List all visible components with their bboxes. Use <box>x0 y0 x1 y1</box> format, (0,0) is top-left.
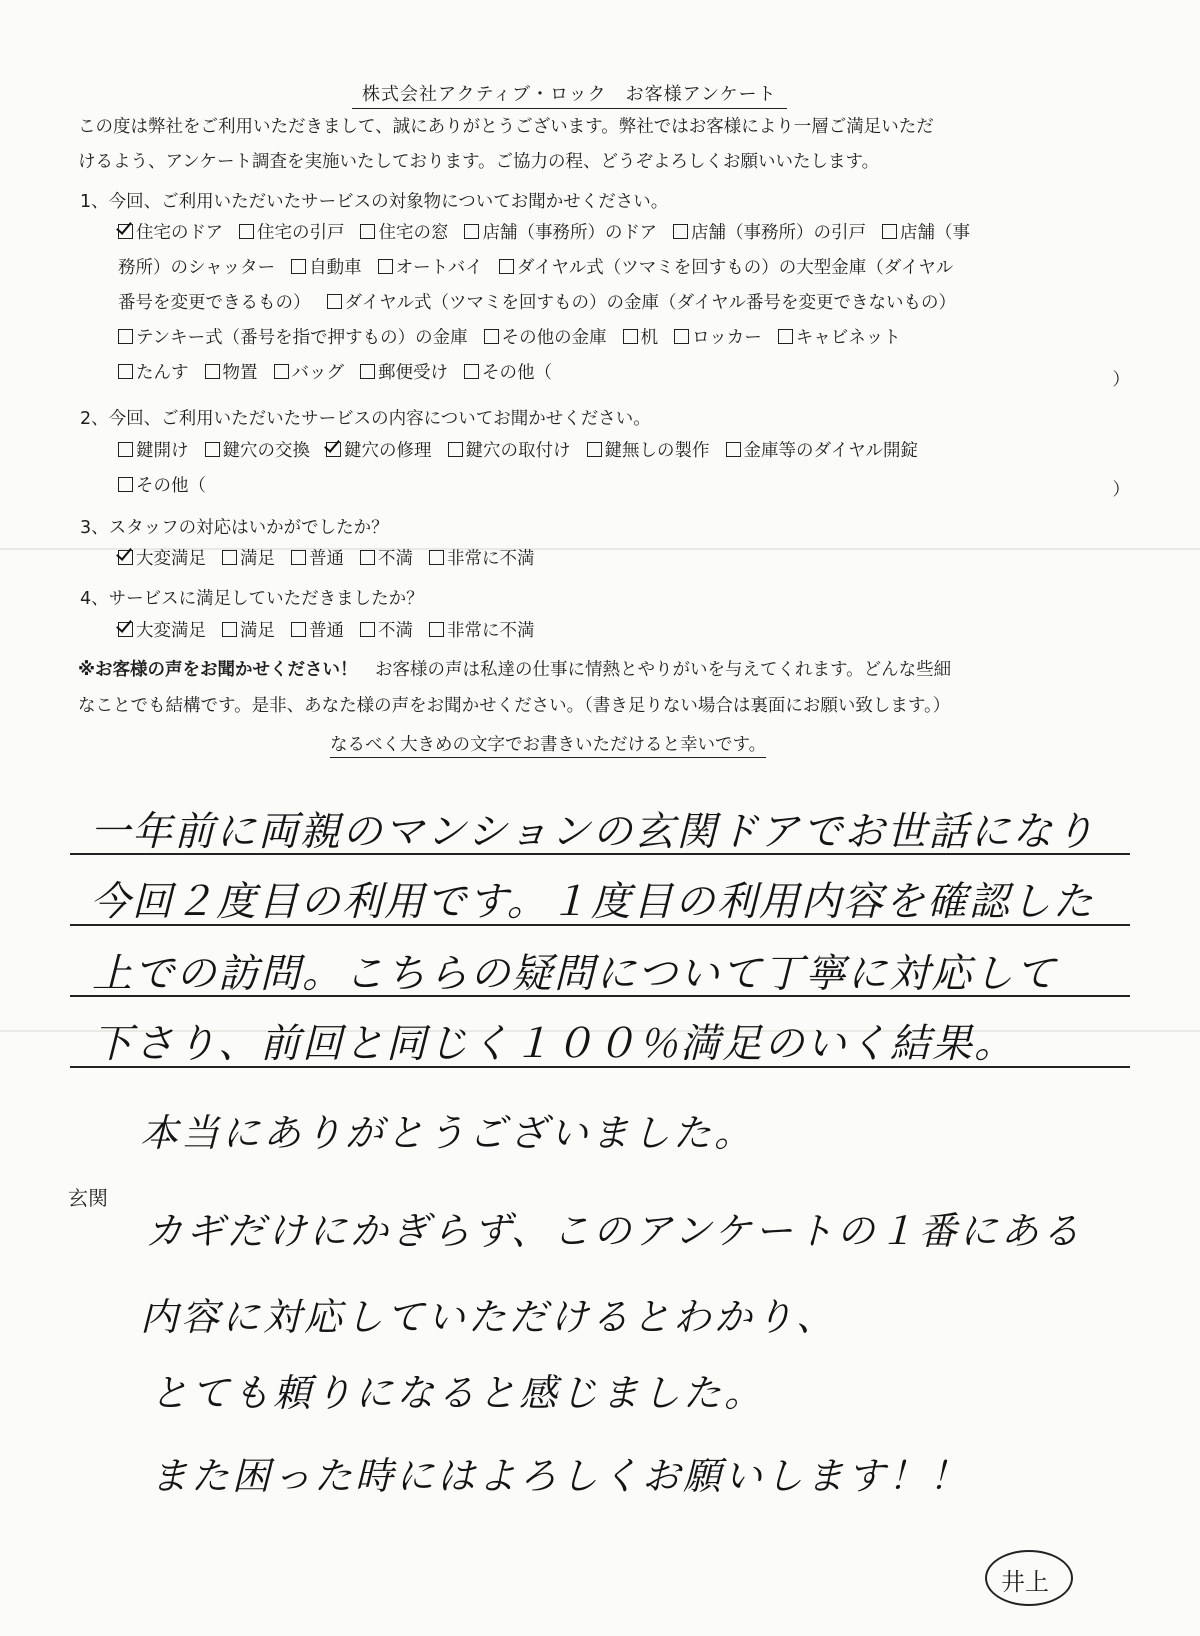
checkbox-option[interactable] <box>378 251 483 286</box>
checkbox-option[interactable] <box>327 286 956 321</box>
checkbox-option[interactable] <box>118 251 275 286</box>
checked-checkbox-icon[interactable] <box>326 442 341 457</box>
option-row <box>118 614 1138 649</box>
checkbox-option[interactable] <box>674 321 762 356</box>
option-row <box>118 286 1138 321</box>
intro-line: けるよう、アンケート調査を実施いたしております。ご協力の程、どうぞよろしくお願いいたします。 <box>78 152 880 172</box>
checkbox-option[interactable] <box>274 356 345 391</box>
handwritten-comment-line: 今回２度目の利用です。１度目の利用内容を確認した <box>90 879 1095 925</box>
checkbox-icon[interactable] <box>378 259 393 274</box>
checkbox-option[interactable] <box>205 356 258 391</box>
voice-line-1 <box>78 656 951 681</box>
option-row <box>118 216 1138 251</box>
question-1-options <box>118 216 1138 391</box>
checkbox-label: 鍵穴の取付け <box>465 441 571 461</box>
checkbox-label: 非常に不満 <box>447 549 535 569</box>
checkbox-option[interactable] <box>429 542 535 577</box>
option-row <box>118 251 1138 286</box>
checkbox-icon[interactable] <box>360 550 375 565</box>
checkbox-icon[interactable] <box>205 442 220 457</box>
checkbox-label: 鍵無しの製作 <box>604 441 710 461</box>
checkbox-option[interactable] <box>239 216 345 251</box>
checkbox-icon[interactable] <box>587 442 602 457</box>
checkbox-label: 鍵穴の修理 <box>344 441 432 461</box>
checkbox-option[interactable] <box>118 434 189 469</box>
checkbox-option[interactable] <box>118 614 206 649</box>
checkbox-option[interactable] <box>222 614 275 649</box>
checkbox-option[interactable] <box>499 251 953 286</box>
question-2: 2、今回、ご利用いただいたサービスの内容についてお聞かせください。 <box>80 409 651 429</box>
checkbox-label: 住宅の引戸 <box>256 223 345 243</box>
checkbox-label: 普通 <box>309 549 344 569</box>
handwritten-comment-line: 内容に対応していただけるとわかり、 <box>140 1295 838 1339</box>
checkbox-option[interactable] <box>291 542 344 577</box>
checkbox-option[interactable] <box>464 356 552 391</box>
checkbox-icon[interactable] <box>327 294 342 309</box>
checkbox-option[interactable] <box>673 216 866 251</box>
question-2-options <box>118 434 1138 504</box>
checkbox-icon[interactable] <box>205 364 220 379</box>
checkbox-option[interactable] <box>484 321 607 356</box>
checkbox-label: バッグ <box>291 363 344 383</box>
checkbox-option[interactable] <box>778 321 901 356</box>
question-3: 3、スタッフの対応はいかがでしたか？ <box>80 518 389 538</box>
option-row <box>118 542 1138 577</box>
handwritten-comment-line: 本当にありがとうございました。 <box>140 1111 756 1155</box>
intro-paragraph <box>78 110 1138 180</box>
checkbox-label: 満足 <box>240 549 275 569</box>
checkbox-icon[interactable] <box>464 224 479 239</box>
checkbox-label: ダイヤル式（ツマミを回すもの）の大型金庫（ダイヤル <box>516 258 954 278</box>
checkbox-label: 物置 <box>222 363 258 383</box>
option-row <box>118 321 1138 356</box>
option-row <box>118 469 1138 504</box>
checkbox-label: 非常に不満 <box>447 621 535 641</box>
checkbox-icon[interactable] <box>778 329 793 344</box>
checkbox-icon[interactable] <box>882 224 897 239</box>
checkbox-option[interactable] <box>118 321 468 356</box>
checkbox-option[interactable] <box>726 434 918 469</box>
checkbox-label: たんす <box>136 363 189 383</box>
signature-stamp <box>985 1550 1073 1606</box>
checkbox-icon[interactable] <box>448 442 463 457</box>
checkbox-label: 満足 <box>240 621 275 641</box>
checkbox-icon[interactable] <box>118 477 133 492</box>
checked-checkbox-icon[interactable] <box>118 550 133 565</box>
checkbox-icon[interactable] <box>118 442 133 457</box>
checkbox-option[interactable] <box>429 614 535 649</box>
checkbox-label: 大変満足 <box>136 621 206 641</box>
checkbox-label: 普通 <box>309 621 344 641</box>
checkbox-label: 店舗（事 <box>899 223 970 243</box>
checkbox-option[interactable] <box>222 542 275 577</box>
checkbox-option[interactable] <box>291 251 362 286</box>
checkbox-icon[interactable] <box>222 550 237 565</box>
checkbox-option[interactable] <box>360 614 413 649</box>
survey-title: 株式会社アクティブ・ロック お客様アンケート <box>352 80 787 109</box>
checkbox-icon[interactable] <box>291 259 306 274</box>
checkbox-label: 郵便受け <box>378 363 448 383</box>
checkbox-icon[interactable] <box>429 622 444 637</box>
question-1: 1、今回、ご利用いただいたサービスの対象物についてお聞かせください。 <box>80 192 669 212</box>
checkbox-option[interactable] <box>360 542 413 577</box>
checkbox-option[interactable] <box>118 216 223 251</box>
checkbox-label: 自動車 <box>309 258 362 278</box>
checkbox-label: 店舗（事務所）のドア <box>482 223 657 243</box>
checkbox-label: その他（ <box>482 363 552 383</box>
checkbox-label: キャビネット <box>795 328 901 348</box>
intro-line: この度は弊社をご利用いただきまして、誠にありがとうございます。弊社ではお客様により一層ご満足いただ <box>78 117 934 137</box>
voice-subheading: なるべく大きめの文字でお書きいただけると幸いです。 <box>330 731 766 758</box>
handwritten-comment-line: 一年前に両親のマンションの玄関ドアでお世話になり <box>90 809 1097 855</box>
checkbox-option[interactable] <box>205 434 311 469</box>
signature-text: 井上 <box>1001 1568 1049 1596</box>
checkbox-label: その他（ <box>136 476 206 496</box>
checkbox-label: 不満 <box>378 621 413 641</box>
voice-text: お客様の声は私達の仕事に情熱とやりがいを与えてくれます。どんな些細 <box>357 660 952 680</box>
checkbox-icon[interactable] <box>360 622 375 637</box>
checkbox-icon[interactable] <box>429 550 444 565</box>
checkbox-icon[interactable] <box>118 364 133 379</box>
checkbox-icon[interactable] <box>623 329 638 344</box>
handwritten-margin-note: 玄関 <box>68 1186 108 1210</box>
other-close-paren: ） <box>1112 480 1130 500</box>
checkbox-label: 金庫等のダイヤル開錠 <box>743 441 918 461</box>
handwritten-comment-line: また困った時にはよろしくお願いします！！ <box>150 1454 971 1498</box>
checkbox-icon[interactable] <box>464 364 479 379</box>
checkbox-label: ロッカー <box>692 328 762 348</box>
checkbox-label: 番号を変更できるもの） <box>118 293 311 313</box>
checkbox-icon[interactable] <box>726 442 741 457</box>
option-row <box>118 434 1138 469</box>
handwritten-comment-line: 上での訪問。こちらの疑問について丁寧に対応して <box>92 951 1058 997</box>
checkbox-icon[interactable] <box>118 329 133 344</box>
checkbox-label: 不満 <box>378 549 413 569</box>
checkbox-icon[interactable] <box>291 550 306 565</box>
checkbox-icon[interactable] <box>291 622 306 637</box>
checkbox-label: 机 <box>640 328 659 348</box>
voice-line-2: なことでも結構です。是非、あなた様の声をお聞かせください。（書き足りない場合は裏面にお願い致します。） <box>78 696 951 716</box>
checkbox-option[interactable] <box>448 434 571 469</box>
question-3-options <box>118 542 1138 577</box>
checkbox-icon[interactable] <box>499 259 514 274</box>
other-close-paren: ） <box>1112 370 1130 390</box>
checkbox-label: テンキー式（番号を指で押すもの）の金庫 <box>136 328 468 348</box>
checkbox-icon[interactable] <box>274 364 289 379</box>
checkbox-option[interactable] <box>118 469 206 504</box>
checkbox-icon[interactable] <box>360 224 375 239</box>
checkbox-icon[interactable] <box>484 329 499 344</box>
handwritten-comment-line: カギだけにかぎらず、このアンケートの１番にある <box>145 1209 1083 1253</box>
checkbox-icon[interactable] <box>360 364 375 379</box>
voice-heading: ※お客様の声をお聞かせください！ <box>78 660 358 680</box>
handwritten-comment-line: 下さり、前回と同じく１００％満足のいく結果。 <box>92 1021 1016 1067</box>
checkbox-option[interactable] <box>623 321 659 356</box>
checkbox-label: 鍵開け <box>136 441 189 461</box>
checkbox-option[interactable] <box>326 434 432 469</box>
checkbox-option[interactable] <box>464 216 656 251</box>
checkbox-label: 住宅のドア <box>136 223 223 243</box>
checkbox-icon[interactable] <box>674 329 689 344</box>
checkbox-option[interactable] <box>882 216 970 251</box>
checkbox-label: 住宅の窓 <box>378 223 449 243</box>
checkbox-option[interactable] <box>360 216 448 251</box>
question-4-options <box>118 614 1138 649</box>
checkbox-label: 大変満足 <box>136 549 206 569</box>
checkbox-icon[interactable] <box>673 224 688 239</box>
checkbox-label: その他の金庫 <box>501 328 607 348</box>
checkbox-icon[interactable] <box>239 224 254 239</box>
checkbox-option[interactable] <box>291 614 344 649</box>
checkbox-option[interactable] <box>118 286 311 321</box>
checkbox-label: オートバイ <box>395 258 483 278</box>
checked-checkbox-icon[interactable] <box>118 224 133 239</box>
checkbox-option[interactable] <box>118 542 206 577</box>
checkbox-option[interactable] <box>360 356 448 391</box>
checkbox-label: 鍵穴の交換 <box>222 441 310 461</box>
question-4: 4、サービスに満足していただきましたか？ <box>80 589 424 609</box>
handwritten-comment-line: とても頼りになると感じました。 <box>150 1371 766 1415</box>
checkbox-label: 店舗（事務所）の引戸 <box>690 223 866 243</box>
checkbox-label: 務所）のシャッター <box>118 258 276 278</box>
checkbox-option[interactable] <box>118 356 189 391</box>
checkbox-label: ダイヤル式（ツマミを回すもの）の金庫（ダイヤル番号を変更できないもの） <box>344 293 956 313</box>
checkbox-option[interactable] <box>587 434 710 469</box>
checkbox-icon[interactable] <box>222 622 237 637</box>
option-row <box>118 356 1138 391</box>
checked-checkbox-icon[interactable] <box>118 622 133 637</box>
